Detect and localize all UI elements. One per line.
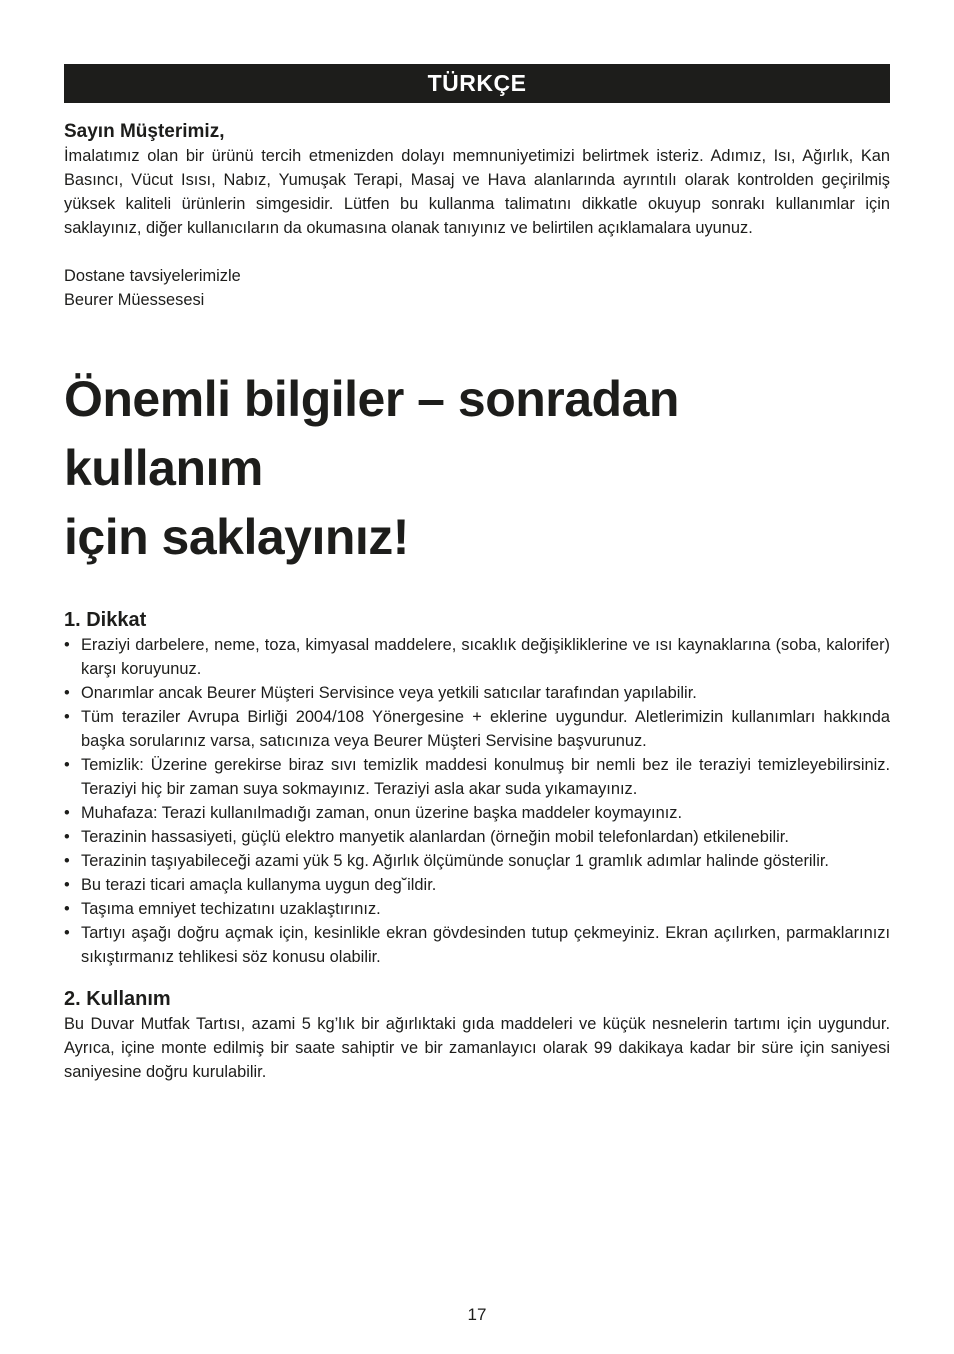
list-item: • Bu terazi ticari amaçla kullanyma uygun deg˘ildir. bbox=[64, 873, 890, 897]
bullet: • bbox=[64, 900, 70, 918]
list-item: • Tartıyı aşağı doğru açmak için, kesinlikle ekran gövdesinden tutup çekmeyiniz. Ekran açılırken, parmaklarınızı sıkıştırmanız tehlikesi söz konusu olabilir. bbox=[64, 921, 890, 969]
list-item: • Terazinin hassasiyeti, güçlü elektro manyetik alanlardan (örneğin mobil telefonlardan) etkilenebilir. bbox=[64, 825, 890, 849]
signoff bbox=[64, 264, 890, 312]
language-title: TÜRKÇE bbox=[427, 70, 527, 96]
intro-paragraph: İmalatımız olan bir ürünü tercih etmenizden dolayı memnuniyetimizi belirtmek isteriz. Adımız, Isı, Ağırlık, Kan Basıncı, Vücut Isısı, Nabız, Yumuşak Terapi, Masaj ve Hava alanlarında ayrıntılı olarak kontrolden geçirilmiş yüksek kaliteli ürünlerin simgesidir. Lütfen bu kullanma talimatını dikkatle okuyup sonrakı kullanımlar için saklayınız, diğer kullanıcıların da okumasına olanak tanıyınız ve belirtilen açıklamalara uyunuz. bbox=[64, 147, 890, 237]
bullet: • bbox=[64, 756, 70, 774]
bullet: • bbox=[64, 828, 70, 846]
greeting: Sayın Müşterimiz, bbox=[64, 121, 225, 142]
closing-line: Dostane tavsiyelerimizle bbox=[64, 267, 241, 285]
document-page bbox=[64, 64, 890, 1084]
list-item: • Tüm teraziler Avrupa Birliği 2004/108 Yönergesine + eklerine uygundur. Aletlerimizin kullanımları hakkında başka sorularınız varsa, satıcınıza veya Beurer Müşteri Servisine başvurunuz. bbox=[64, 705, 890, 753]
bullet: • bbox=[64, 804, 70, 822]
list-item: • Temizlik: Üzerine gerekirse biraz sıvı temizlik maddesi konulmuş bir nemli bez ile teraziyi temizleyebilirsiniz. Teraziyi hiç bir zaman suya sokmayınız. Teraziyi asla akar suda yıkamayınız. bbox=[64, 753, 890, 801]
list-item: • Eraziyi darbelere, neme, toza, kimyasal maddelere, sıcaklık değişikliklerine ve ısı kaynaklarına (soba, kalorifer) karşı koruyunuz. bbox=[64, 633, 890, 681]
bullet: • bbox=[64, 852, 70, 870]
bullet: • bbox=[64, 684, 70, 702]
usage-paragraph: Bu Duvar Mutfak Tartısı, azami 5 kg’lık bir ağırlıktaki gıda maddeleri ve küçük nesnelerin tartımı için uygundur. Ayrıca, içine monte edilmiş bir saate sahiptir ve bir zamanlayıcı olarak 99 dakikaya kadar bir süre için saniyesi saniyesine doğru kurulabilir. bbox=[64, 1015, 890, 1081]
warning-list bbox=[64, 633, 890, 969]
list-item: • Onarımlar ancak Beurer Müşteri Servisince veya yetkili satıcılar tarafından yapılabilir. bbox=[64, 681, 890, 705]
bullet: • bbox=[64, 636, 70, 654]
list-item: • Muhafaza: Terazi kullanılmadığı zaman, onun üzerine başka maddeler koymayınız. bbox=[64, 801, 890, 825]
language-header-bar bbox=[64, 64, 890, 103]
bullet: • bbox=[64, 924, 70, 942]
main-title-line-1: Önemli bilgiler – sonradan kullanım bbox=[64, 371, 679, 496]
list-item: • Terazinin taşıyabileceği azami yük 5 kg. Ağırlık ölçümünde sonuçlar 1 gramlık adımlar halinde gösterilir. bbox=[64, 849, 890, 873]
section-heading-dikkat: 1. Dikkat bbox=[64, 609, 147, 631]
bullet: • bbox=[64, 876, 70, 894]
list-item: • Taşıma emniyet techizatını uzaklaştırınız. bbox=[64, 897, 890, 921]
main-title-line-2: için saklayınız! bbox=[64, 509, 409, 565]
main-title bbox=[64, 365, 890, 572]
company-line: Beurer Müessesesi bbox=[64, 291, 205, 309]
section-heading-kullanim: 2. Kullanım bbox=[64, 988, 171, 1010]
page-number: 17 bbox=[467, 1305, 487, 1324]
bullet: • bbox=[64, 708, 70, 726]
